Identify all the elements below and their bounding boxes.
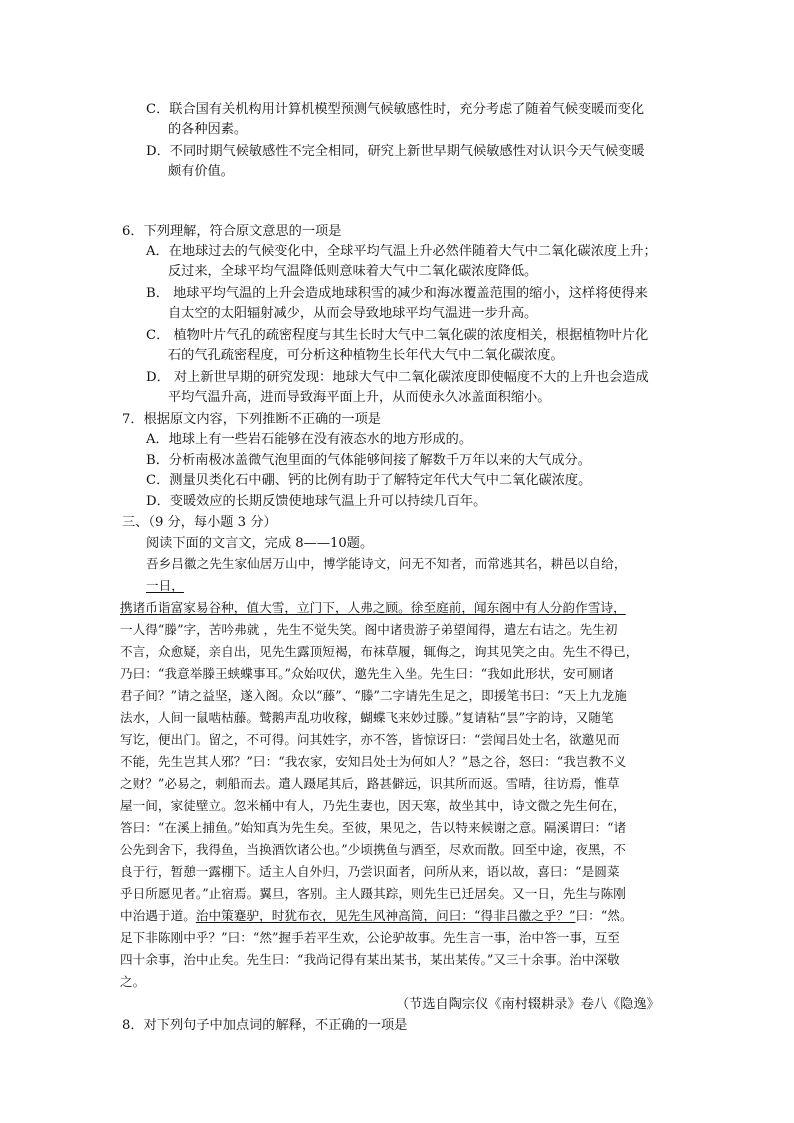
passage-line: 携诸币诣富家易谷种，值大雪，立门下，人弗之顾。徐至庭前，闻东阁中有人分韵作雪诗， <box>120 600 626 615</box>
q6-option-d-line2: 平均气温升高，进而导致海平面上升，从而使永久冰盖面积缩小。 <box>168 390 551 405</box>
q7-option-d: D．变暖效应的长期反馈使地球气温上升可以持续几百年。 <box>146 494 487 509</box>
passage-text: 曰：“然。 <box>575 908 633 923</box>
passage-line: 吾乡吕徽之先生家仙居万山中，博学能诗文，问无不知者，而常逃其名，耕邑以自给， <box>146 556 627 571</box>
underlined-sentence: 治中策蹇驴，时犹布衣，见先生风神高简，问曰：“得非吕徽之乎？” <box>195 908 576 923</box>
option-c-prev-line2: 的各种因素。 <box>168 122 248 137</box>
q6-option-d-line1: D． 对上新世早期的研究发现：地球大气中二氧化碳浓度即使幅度不大的上升也会造成 <box>146 370 649 385</box>
passage-line: 公先到舍下，我得鱼，当换酒饮诸公也。”少顷携鱼与酒至，尽欢而散。回至中途，夜黑，不 <box>120 842 626 857</box>
passage-line: 乃曰：“我意举滕王蛱蝶事耳。”众始叹伏，邀先生入坐。先生曰：“我如此形状，安可厕诸 <box>120 666 614 681</box>
option-d-prev-line1: D．不同时期气候敏感性不完全相同，研究上新世早期气候敏感性对认识今天气候变暖 <box>146 144 645 159</box>
option-label: C． <box>146 102 170 117</box>
q7-option-a: A．地球上有一些岩石能够在没有液态水的地方形成的。 <box>146 432 473 447</box>
passage-line <box>120 907 633 925</box>
passage-line: 一人得“滕”字，苦吟弗就 ，先生不觉失笑。阁中诸贵游子弟望闻得，遣左右诘之。先生初 <box>120 622 618 637</box>
option-label: D． <box>146 144 170 159</box>
q6-option-b-line1: B． 地球平均气温的上升会造成地球积雪的减少和海冰覆盖范围的缩小，这样将使得来 <box>146 286 648 301</box>
q7-option-c: C．测量贝类化石中硼、钙的比例有助于了解特定年代大气中二氧化碳浓度。 <box>146 473 592 488</box>
section-heading: 三、（9 分，每小题 3 分） <box>122 515 277 530</box>
passage-line: 不言，众愈疑，亲自出，见先生露顶短褐，布袜草履，辄侮之，询其见笑之由。先生不得已， <box>120 644 639 659</box>
option-d-prev-line2: 颇有价值。 <box>168 164 234 179</box>
passage-line: 法水，人间一鼠啮枯藤。鹫鹅声乱功收稼，蝴蝶飞来妙过滕。”复请粘“昙”字韵诗，又随笔 <box>120 710 614 725</box>
q6-option-c-line2: 石的气孔疏密程度，可分析这种植物生长年代大气中二氧化碳浓度。 <box>168 348 564 363</box>
section-instruction: 阅读下面的文言文，完成 8——10题。 <box>146 536 374 551</box>
passage-line: 乎日所愿见者。”止宿焉。翼旦，客别。主人蹑其踪，则先生已迁居矣。又一日，先生与陈刚 <box>120 886 626 901</box>
passage-line: 答曰：“在溪上捕鱼。”始知真为先生矣。至彼，果见之，告以特来候谢之意。隔溪谓曰：“诸 <box>120 820 627 835</box>
passage-line: 四十余事，治中止矣。先生曰：“我尚记得有某出某书，某出某传。”又三十余事。治中深敬 <box>120 952 620 967</box>
question-6-stem: 6．下列理解，符合原文意思的一项是 <box>122 224 342 239</box>
q6-option-b-line2: 自太空的太阳辐射减少，从而会导致地球平均气温进一步升高。 <box>168 306 538 321</box>
q6-option-a-line2: 反过来，全球平均气温降低则意味着大气中二氧化碳浓度降低。 <box>168 264 538 279</box>
passage-line: 君子间？”请之益坚，遂入阁。众以“藤”、“滕”二字请先生足之，即援笔书曰：“天上九龙施 <box>120 688 627 703</box>
passage-line: 之。 <box>120 974 146 989</box>
passage-line: 足下非陈刚中乎？”曰：“然”握手若平生欢，公论驴故事。先生言一事，治中答一事，互至 <box>120 930 620 945</box>
passage-line: 屋一间，家徒壁立。忽米桶中有人，乃先生妻也，因天寒，故坐其中，诗文微之先生何在， <box>120 798 626 813</box>
q6-option-a-line1: A．在地球过去的气候变化中，全球平均气温上升必然伴随着大气中二氧化碳浓度上升； <box>146 244 657 259</box>
passage-line: 写讫，便出门。留之，不可得。问其姓字，亦不答，皆惊讶曰：“尝闻吕处士名，欲邀见而 <box>120 732 620 747</box>
passage-text: 中治遇于道。 <box>120 908 196 923</box>
option-c-prev-line1: C．联合国有关机构用计算机模型预测气候敏感性时，充分考虑了随着气候变暖而变化 <box>146 102 645 117</box>
question-7-stem: 7．根据原文内容，下列推断不正确的一项是 <box>122 412 381 427</box>
q6-option-c-line1: C． 植物叶片气孔的疏密程度与其生长时大气中二氧化碳的浓度相关，根据植物叶片化 <box>146 328 649 343</box>
passage-line: 一日， <box>146 578 184 593</box>
passage-line: 之财？”必易之，刺船而去。遣人蹑尾其后，路甚僻远，识其所而返。雪晴，往访焉，惟草 <box>120 776 620 791</box>
passage-line: 不能，先生岂其人邪？”曰：“我农家，安知吕处士为何如人？”恳之谷，怒曰：“我岂教不义 <box>120 754 627 769</box>
passage-line: 良于行，暂憩一露棚下。适主人自外归，乃尝识面者，问所从来，语以故，喜曰：“是圆菜 <box>120 864 620 879</box>
passage-source: （节选自陶宗仪《南村辍耕录》卷八《隐逸》 <box>396 997 660 1012</box>
question-8-stem: 8．对下列句子中加点词的解释，不正确的一项是 <box>122 1018 408 1033</box>
q7-option-b: B．分析南极冰盖微气泡里面的气体能够间接了解数千万年以来的大气成分。 <box>146 453 591 468</box>
